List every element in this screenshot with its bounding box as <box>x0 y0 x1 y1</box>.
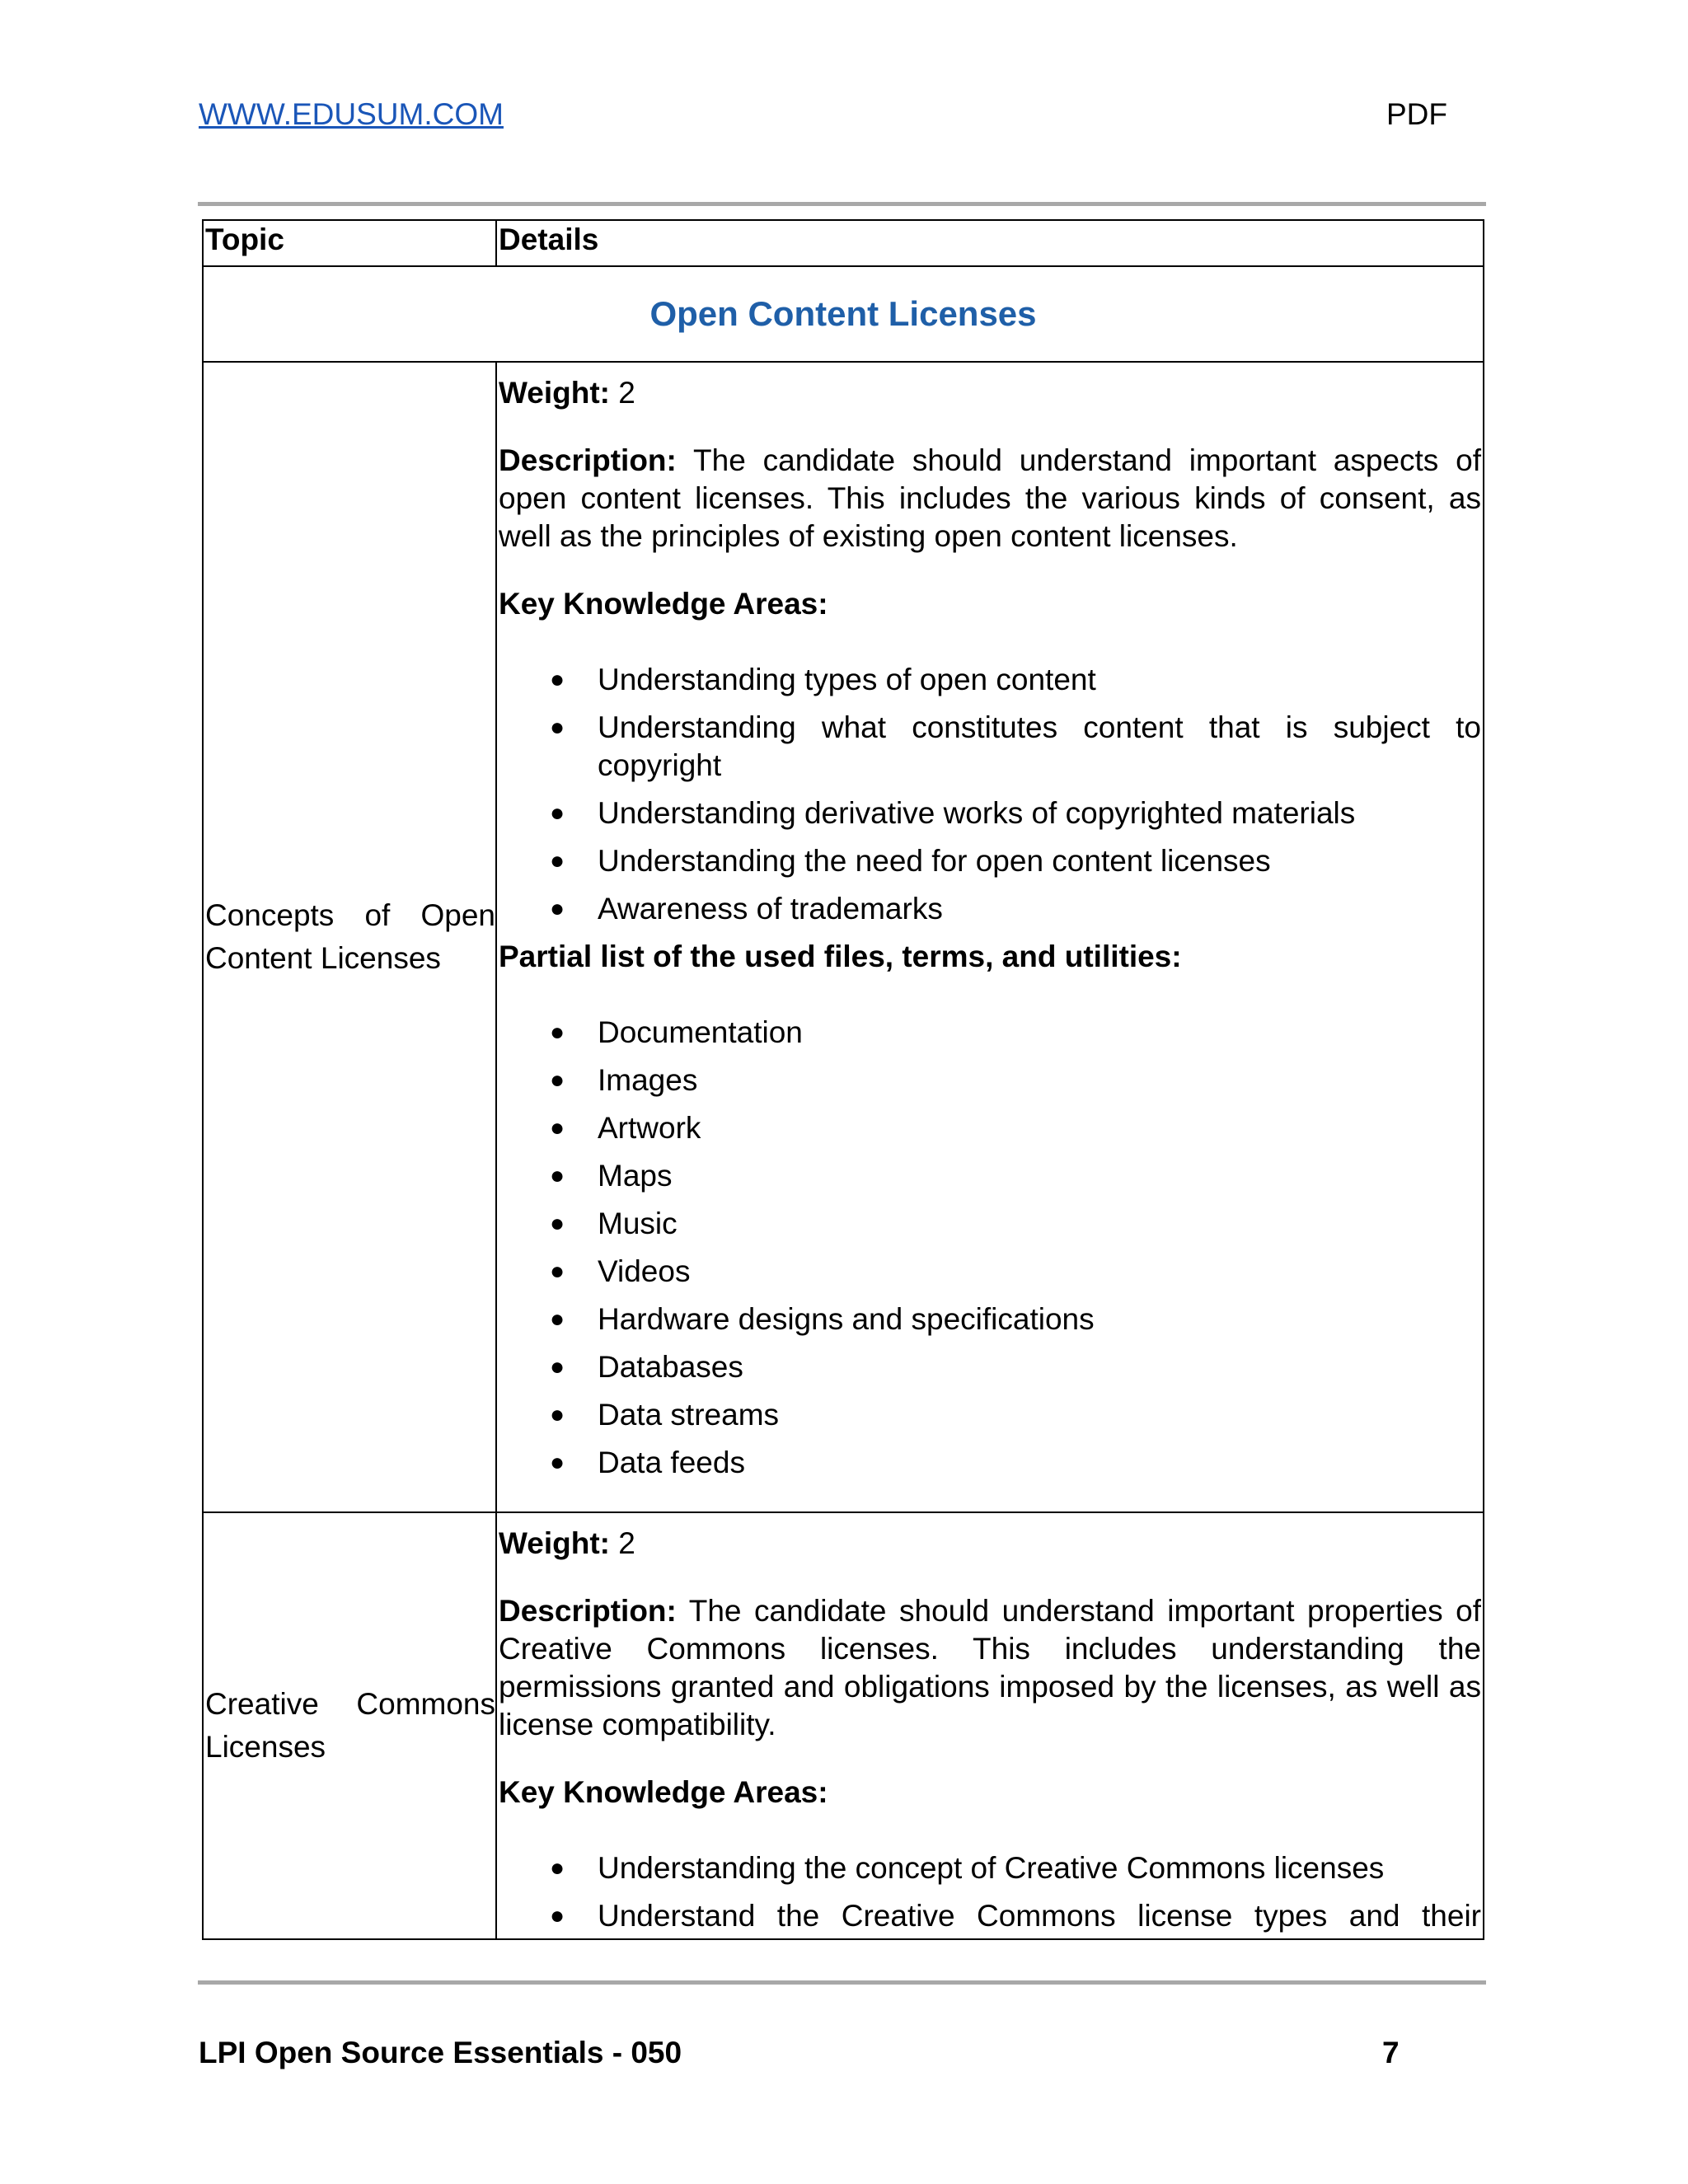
list-item: ● Awareness of trademarks <box>598 890 1481 928</box>
details-cell <box>496 362 1484 1512</box>
description-text: The candidate should understand important properties of Creative Commons licenses. This includes understanding the permissions granted and obligations imposed by the licenses, as well as license compatibility. <box>499 1594 1481 1741</box>
bullet-icon: ● <box>550 1353 565 1380</box>
list-item: ● Images <box>598 1062 1481 1099</box>
bullet-icon: ● <box>550 1066 565 1094</box>
bullet-icon: ● <box>550 895 565 922</box>
terms-list <box>499 1014 1481 1482</box>
weight-value: 2 <box>618 376 635 410</box>
site-link[interactable]: WWW.EDUSUM.COM <box>199 97 504 131</box>
bullet-icon: ● <box>550 847 565 874</box>
kka-list <box>499 1849 1481 1935</box>
list-item: ● Understanding what constitutes content that is subject to copyright <box>550 710 1481 782</box>
bullet-icon: ● <box>550 1902 565 1929</box>
list-item: ● Data streams <box>598 1396 1481 1434</box>
list-item: ● Databases <box>598 1348 1481 1386</box>
list-item: ● Maps <box>598 1157 1481 1195</box>
description-paragraph <box>499 442 1481 555</box>
topic-cell: Concepts of Open Content Licenses <box>203 362 496 1512</box>
topic-cell: Creative Commons Licenses <box>203 1512 496 1939</box>
bullet-icon: ● <box>550 1162 565 1189</box>
list-item: ● Videos <box>598 1253 1481 1291</box>
list-item: ● Understanding the concept of Creative Commons licenses <box>598 1849 1481 1887</box>
header-format-label: PDF <box>1386 97 1447 131</box>
page-number: 7 <box>1382 2036 1400 2069</box>
bullet-icon: ● <box>550 1449 565 1476</box>
column-header-topic: Topic <box>203 220 496 266</box>
bullet-icon: ● <box>550 799 565 827</box>
details-cell <box>496 1512 1484 1939</box>
header-divider <box>198 202 1486 206</box>
bullet-icon: ● <box>550 714 565 741</box>
weight-value: 2 <box>618 1526 635 1560</box>
list-item: ● Documentation <box>598 1014 1481 1052</box>
details-content <box>499 1525 1481 1938</box>
bullet-icon: ● <box>550 1019 565 1046</box>
list-item: ● Understanding types of open content <box>598 661 1481 699</box>
bullet-icon: ● <box>550 1854 565 1882</box>
bullet-icon: ● <box>550 1305 565 1333</box>
list-item: ● Music <box>598 1205 1481 1243</box>
bullet-icon: ● <box>550 1210 565 1237</box>
table-header-row <box>203 220 1484 266</box>
list-item: ● Artwork <box>598 1109 1481 1147</box>
terms-heading: Partial list of the used files, terms, and utilities: <box>499 940 1182 973</box>
list-item: ● Understand the Creative Commons license types and their <box>598 1897 1481 1935</box>
kka-heading: Key Knowledge Areas: <box>499 587 828 621</box>
weight-line <box>499 374 1481 412</box>
description-label: Description: <box>499 1594 677 1628</box>
footer-title: LPI Open Source Essentials - 050 <box>199 2036 682 2069</box>
kka-heading: Key Knowledge Areas: <box>499 1775 828 1809</box>
weight-line <box>499 1525 1481 1563</box>
column-header-details: Details <box>496 220 1484 266</box>
list-item: ● Hardware designs and specifications <box>598 1301 1481 1338</box>
section-title: Open Content Licenses <box>203 266 1484 362</box>
weight-label: Weight: <box>499 1526 610 1560</box>
description-label: Description: <box>499 443 677 477</box>
bullet-icon: ● <box>550 1114 565 1141</box>
kka-list <box>499 661 1481 928</box>
bullet-icon: ● <box>550 1258 565 1285</box>
list-item: ● Understanding derivative works of copyrighted materials <box>598 794 1481 832</box>
list-item: ● Data feeds <box>598 1444 1481 1482</box>
bullet-icon: ● <box>550 1401 565 1428</box>
weight-label: Weight: <box>499 376 610 410</box>
description-paragraph <box>499 1592 1481 1744</box>
bullet-icon: ● <box>550 666 565 693</box>
footer-divider <box>198 1980 1486 1985</box>
table-row <box>203 1512 1484 1939</box>
table-row <box>203 362 1484 1512</box>
list-item: ● Understanding the need for open content licenses <box>598 842 1481 880</box>
description-text: The candidate should understand important aspects of open content licenses. This includes the various kinds of consent, as well as the principles of existing open content licenses. <box>499 443 1481 553</box>
section-row <box>203 266 1484 362</box>
syllabus-table <box>202 219 1484 1940</box>
